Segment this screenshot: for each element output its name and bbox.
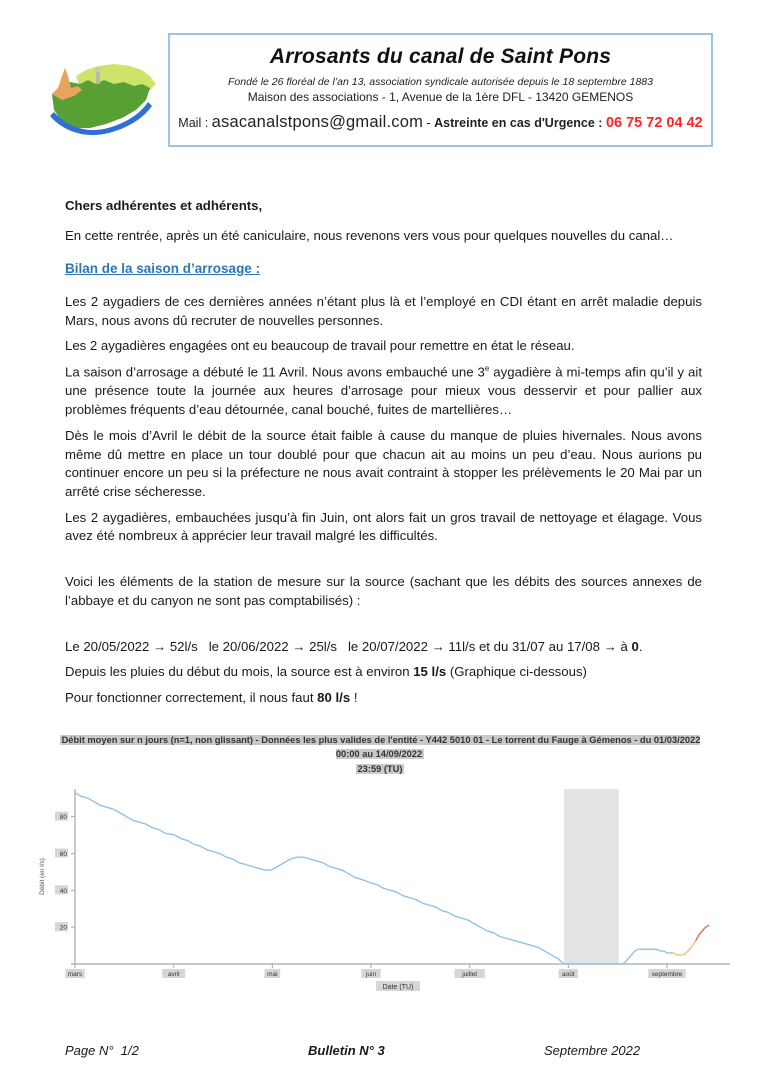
flow-chart (30, 733, 730, 1001)
mail-label: Mail : (178, 116, 212, 130)
svg-text:80: 80 (59, 814, 67, 822)
greeting-line: Chers adhérentes et adhérents, (65, 198, 263, 213)
svg-text:juillet: juillet (462, 971, 478, 979)
paragraph: Les 2 aygadières, embauchées jusqu’à fin Juin, ont alors fait un gros travail de nettoyage et élagage. Vous avez été nombreux à apprécier leur travail malgré les difficultés. (65, 509, 702, 544)
svg-text:20: 20 (59, 924, 67, 932)
svg-text:60: 60 (59, 851, 67, 859)
document-body (39, 198, 702, 1001)
paragraph: Depuis les pluies du début du mois, la source est à environ 15 l/s (Graphique ci-dessous) (65, 664, 587, 680)
footer-bulletin-number: Bulletin N° 3 (308, 1043, 385, 1058)
address-line: Maison des associations - 1, Avenue de la 1ère DFL - 13420 GEMENOS (247, 90, 634, 104)
paragraph: La saison d’arrosage a débuté le 11 Avril. Nous avons embauché une 3e aygadière à mi-temps afin qu’il y ait une présence toute la journée aux heures d’arrosage pour mieux vous desservir et pour pallier aux problèmes fréquents d’eau détournée, canal bouché, fuites de martellières… (65, 364, 702, 418)
svg-text:Date (TU): Date (TU) (382, 984, 414, 992)
paragraph: Voici les éléments de la station de mesure sur la source (sachant que les débits des sources annexes de l’abbaye et du canyon ne sont pas comptabilisés) : (65, 574, 702, 608)
emergency-phone: 06 75 72 04 42 (605, 115, 703, 131)
section-heading-bilan[interactable]: Bilan de la saison d’arrosage : (65, 261, 261, 276)
svg-text:mars: mars (67, 971, 83, 979)
separator: - (423, 116, 435, 130)
email-address: asacanalstpons@gmail.com (211, 113, 424, 131)
footer-page-number: Page N° 1/2 (65, 1043, 139, 1058)
svg-text:mai: mai (267, 971, 278, 979)
header-box (168, 33, 713, 147)
body-paragraphs (65, 293, 702, 708)
contact-line (170, 113, 711, 132)
association-title: Arrosants du canal de Saint Pons (269, 45, 612, 68)
founded-line: Fondé le 26 floréal de l’an 13, association syndicale autorisée depuis le 18 septembre 1883 (228, 76, 653, 88)
svg-text:Débit (en l/s): Débit (en l/s) (39, 858, 46, 896)
intro-paragraph: En cette rentrée, après un été caniculaire, nous revenons vers vous pour quelques nouvelles du canal… (65, 228, 674, 243)
paragraph: Les 2 aygadières engagées ont eu beaucoup de travail pour remettre en état le réseau. (65, 338, 575, 354)
flow-chart-svg (30, 784, 730, 996)
association-logo (38, 60, 162, 142)
chart-plot-area (30, 784, 730, 1001)
landscape-hill-canal-logo (38, 60, 162, 142)
svg-text:40: 40 (59, 887, 67, 895)
paragraph: Le 20/05/2022 → 52l/s le 20/06/2022 → 25l/s le 20/07/2022 → 11l/s et du 31/07 au 17/08 → à 0. (65, 638, 643, 654)
paragraph: Les 2 aygadiers de ces dernières années n’étant plus là et l’employé en CDI étant en arrêt maladie depuis Mars, nous avons dû recruter de nouvelles personnes. (65, 294, 702, 328)
emergency-label: Astreinte en cas d'Urgence : (434, 116, 606, 130)
svg-text:avril: avril (167, 971, 180, 979)
svg-text:juin: juin (365, 971, 377, 979)
footer-date: Septembre 2022 (544, 1043, 641, 1058)
chart-title (52, 733, 708, 776)
chart-title-line1: Débit moyen sur n jours (n=1, non glissant) - Données les plus valides de l'entité - Y442 5010 01 - Le torrent du Fauge à Gémenos - du 01/03/2022 00:00 au 14/09/2022 (61, 734, 701, 760)
paragraph: Pour fonctionner correctement, il nous faut 80 l/s ! (65, 690, 358, 706)
paragraph: Dès le mois d’Avril le débit de la source était faible à cause du manque de pluies hivernales. Nous avons même dû mettre en place un tour doublé pour que chacun ait au moins un peu d’eau. Nous aurions pu continuer encore un peu si la préfecture ne nous avait contraint à stopper les prélèvements le 20 Mai par un arrêté crise sécheresse. (65, 427, 702, 499)
svg-text:août: août (562, 971, 575, 979)
svg-text:septembre: septembre (651, 971, 683, 979)
chart-title-line2: 23:59 (TU) (357, 763, 403, 774)
